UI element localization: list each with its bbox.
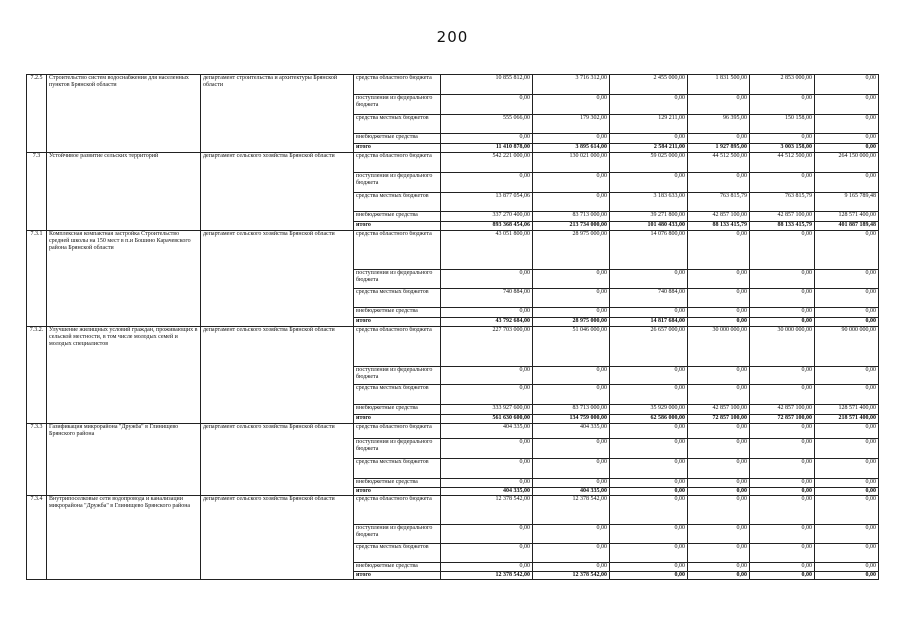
amount-cell: 0,00	[688, 385, 750, 405]
amount-cell: 51 046 000,00	[533, 327, 610, 367]
amount-cell: 213 734 000,00	[533, 222, 610, 231]
funding-source: итого	[354, 318, 441, 327]
amount-cell: 0,00	[815, 525, 879, 544]
amount-cell: 0,00	[441, 308, 533, 318]
amount-cell: 3 716 312,00	[533, 75, 610, 95]
amount-cell: 0,00	[815, 563, 879, 572]
amount-cell: 893 368 454,06	[441, 222, 533, 231]
amount-cell: 0,00	[750, 563, 815, 572]
amount-cell: 30 000 000,00	[688, 327, 750, 367]
amount-cell: 3 003 158,00	[750, 144, 815, 153]
amount-cell: 0,00	[533, 270, 610, 289]
amount-cell: 72 857 100,00	[688, 415, 750, 424]
table-row	[27, 496, 879, 525]
amount-cell: 0,00	[441, 385, 533, 405]
funding-source: итого	[354, 144, 441, 153]
amount-cell: 0,00	[750, 439, 815, 459]
responsible-department: департамент сельского хозяйства Брянской области	[201, 424, 354, 496]
amount-cell: 0,00	[533, 459, 610, 479]
amount-cell: 0,00	[610, 572, 688, 580]
funding-source: итого	[354, 222, 441, 231]
amount-cell: 0,00	[610, 173, 688, 193]
amount-cell: 0,00	[750, 318, 815, 327]
funding-source: поступления из федерального бюджета	[354, 173, 441, 193]
amount-cell: 0,00	[533, 385, 610, 405]
funding-source: итого	[354, 488, 441, 496]
amount-cell: 0,00	[815, 289, 879, 308]
amount-cell: 42 857 100,00	[688, 212, 750, 222]
amount-cell: 0,00	[533, 289, 610, 308]
amount-cell: 0,00	[750, 525, 815, 544]
amount-cell: 0,00	[610, 308, 688, 318]
funding-source: поступления из федерального бюджета	[354, 270, 441, 289]
amount-cell: 0,00	[610, 134, 688, 144]
amount-cell: 2 853 000,00	[750, 75, 815, 95]
amount-cell: 0,00	[750, 572, 815, 580]
funding-source: внебюджетные средства	[354, 308, 441, 318]
table-row	[27, 424, 879, 439]
amount-cell: 0,00	[610, 95, 688, 115]
amount-cell: 13 877 054,06	[441, 193, 533, 212]
amount-cell: 0,00	[688, 563, 750, 572]
amount-cell: 0,00	[815, 496, 879, 525]
amount-cell: 134 759 000,00	[533, 415, 610, 424]
amount-cell: 11 410 878,00	[441, 144, 533, 153]
amount-cell: 404 335,00	[533, 424, 610, 439]
amount-cell: 0,00	[815, 173, 879, 193]
amount-cell: 0,00	[688, 496, 750, 525]
amount-cell: 0,00	[815, 270, 879, 289]
amount-cell: 0,00	[610, 496, 688, 525]
amount-cell: 0,00	[750, 231, 815, 270]
amount-cell: 130 021 000,00	[533, 153, 610, 173]
funding-source: поступления из федерального бюджета	[354, 525, 441, 544]
amount-cell: 740 884,00	[610, 289, 688, 308]
amount-cell: 14 817 684,00	[610, 318, 688, 327]
amount-cell: 0,00	[688, 367, 750, 385]
amount-cell: 128 571 400,00	[815, 212, 879, 222]
amount-cell: 1 927 895,00	[688, 144, 750, 153]
amount-cell: 62 586 000,00	[610, 415, 688, 424]
amount-cell: 42 857 100,00	[750, 212, 815, 222]
amount-cell: 404 335,00	[441, 488, 533, 496]
amount-cell: 0,00	[815, 318, 879, 327]
amount-cell: 0,00	[750, 459, 815, 479]
amount-cell: 763 815,79	[750, 193, 815, 212]
amount-cell: 0,00	[688, 439, 750, 459]
amount-cell: 333 927 600,00	[441, 405, 533, 415]
amount-cell: 0,00	[533, 525, 610, 544]
amount-cell: 0,00	[610, 385, 688, 405]
amount-cell: 35 929 000,00	[610, 405, 688, 415]
amount-cell: 83 713 000,00	[533, 405, 610, 415]
amount-cell: 3 895 614,00	[533, 144, 610, 153]
amount-cell: 0,00	[610, 270, 688, 289]
amount-cell: 0,00	[688, 488, 750, 496]
item-name: Внутрипоселковые сети водопровода и канализации микрорайона "Дружба" в Глинищево Брянского района	[47, 496, 201, 580]
amount-cell: 59 025 000,00	[610, 153, 688, 173]
amount-cell: 28 975 000,00	[533, 231, 610, 270]
amount-cell: 0,00	[815, 439, 879, 459]
amount-cell: 0,00	[533, 479, 610, 488]
item-number: 7.3.1	[27, 231, 47, 327]
funding-source: средства местных бюджетов	[354, 289, 441, 308]
funding-source: итого	[354, 415, 441, 424]
funding-source: средства местных бюджетов	[354, 385, 441, 405]
amount-cell: 264 150 000,00	[815, 153, 879, 173]
amount-cell: 0,00	[533, 173, 610, 193]
amount-cell: 0,00	[688, 308, 750, 318]
amount-cell: 0,00	[815, 231, 879, 270]
funding-source: итого	[354, 572, 441, 580]
amount-cell: 0,00	[750, 95, 815, 115]
funding-source: средства местных бюджетов	[354, 544, 441, 563]
amount-cell: 96 395,00	[688, 115, 750, 134]
amount-cell: 43 051 800,00	[441, 231, 533, 270]
amount-cell: 337 270 400,00	[441, 212, 533, 222]
amount-cell: 0,00	[610, 544, 688, 563]
amount-cell: 0,00	[750, 134, 815, 144]
amount-cell: 90 000 000,00	[815, 327, 879, 367]
amount-cell: 0,00	[750, 173, 815, 193]
amount-cell: 30 000 000,00	[750, 327, 815, 367]
item-number: 7.3.4	[27, 496, 47, 580]
amount-cell: 218 571 400,00	[815, 415, 879, 424]
amount-cell: 0,00	[610, 424, 688, 439]
funding-source: внебюджетные средства	[354, 134, 441, 144]
amount-cell: 12 378 542,00	[441, 496, 533, 525]
amount-cell: 0,00	[750, 544, 815, 563]
amount-cell: 0,00	[750, 479, 815, 488]
amount-cell: 0,00	[533, 134, 610, 144]
amount-cell: 0,00	[815, 572, 879, 580]
amount-cell: 43 792 684,00	[441, 318, 533, 327]
funding-source: внебюджетные средства	[354, 563, 441, 572]
amount-cell: 0,00	[688, 95, 750, 115]
funding-source: средства областного бюджета	[354, 231, 441, 270]
amount-cell: 44 512 500,00	[688, 153, 750, 173]
amount-cell: 0,00	[815, 488, 879, 496]
amount-cell: 0,00	[688, 572, 750, 580]
amount-cell: 0,00	[610, 439, 688, 459]
amount-cell: 179 302,00	[533, 115, 610, 134]
amount-cell: 0,00	[815, 134, 879, 144]
amount-cell: 0,00	[533, 439, 610, 459]
amount-cell: 0,00	[533, 308, 610, 318]
amount-cell: 128 571 400,00	[815, 405, 879, 415]
amount-cell: 542 221 000,00	[441, 153, 533, 173]
amount-cell: 83 713 000,00	[533, 212, 610, 222]
amount-cell: 763 815,79	[688, 193, 750, 212]
responsible-department: департамент сельского хозяйства Брянской области	[201, 496, 354, 580]
amount-cell: 42 857 100,00	[688, 405, 750, 415]
item-number: 7.3.3	[27, 424, 47, 496]
amount-cell: 404 335,00	[441, 424, 533, 439]
amount-cell: 0,00	[441, 439, 533, 459]
amount-cell: 39 271 800,00	[610, 212, 688, 222]
table-row	[27, 231, 879, 270]
funding-source: внебюджетные средства	[354, 212, 441, 222]
amount-cell: 0,00	[815, 367, 879, 385]
amount-cell: 2 584 211,00	[610, 144, 688, 153]
funding-source: поступления из федерального бюджета	[354, 439, 441, 459]
amount-cell: 0,00	[815, 424, 879, 439]
amount-cell: 0,00	[610, 525, 688, 544]
item-number: 7.3.2.	[27, 327, 47, 424]
item-number: 7.2.5	[27, 75, 47, 153]
amount-cell: 0,00	[688, 231, 750, 270]
amount-cell: 0,00	[750, 424, 815, 439]
responsible-department: департамент строительства и архитектуры Брянской области	[201, 75, 354, 153]
amount-cell: 129 211,00	[610, 115, 688, 134]
amount-cell: 0,00	[688, 289, 750, 308]
amount-cell: 0,00	[441, 563, 533, 572]
page-number: 200	[436, 28, 469, 46]
amount-cell: 0,00	[688, 173, 750, 193]
amount-cell: 0,00	[441, 525, 533, 544]
amount-cell: 0,00	[815, 144, 879, 153]
responsible-department: департамент сельского хозяйства Брянской области	[201, 231, 354, 327]
amount-cell: 227 703 000,00	[441, 327, 533, 367]
funding-source: средства областного бюджета	[354, 75, 441, 95]
amount-cell: 0,00	[688, 544, 750, 563]
amount-cell: 42 857 100,00	[750, 405, 815, 415]
amount-cell: 0,00	[533, 544, 610, 563]
amount-cell: 0,00	[533, 95, 610, 115]
amount-cell: 12 378 542,00	[533, 496, 610, 525]
amount-cell: 28 975 000,00	[533, 318, 610, 327]
amount-cell: 0,00	[815, 308, 879, 318]
amount-cell: 0,00	[750, 308, 815, 318]
amount-cell: 101 480 433,00	[610, 222, 688, 231]
item-name: Газификация микрорайона "Дружба" в Глинищево Брянского района	[47, 424, 201, 496]
amount-cell: 0,00	[688, 270, 750, 289]
amount-cell: 0,00	[688, 318, 750, 327]
budget-table	[26, 74, 879, 580]
funding-source: средства областного бюджета	[354, 153, 441, 173]
item-name: Устойчивое развитие сельских территорий	[47, 153, 201, 231]
amount-cell: 0,00	[441, 479, 533, 488]
funding-source: поступления из федерального бюджета	[354, 95, 441, 115]
funding-source: средства областного бюджета	[354, 424, 441, 439]
amount-cell: 0,00	[441, 270, 533, 289]
amount-cell: 404 335,00	[533, 488, 610, 496]
amount-cell: 72 857 100,00	[750, 415, 815, 424]
funding-source: внебюджетные средства	[354, 405, 441, 415]
amount-cell: 0,00	[441, 95, 533, 115]
amount-cell: 0,00	[441, 367, 533, 385]
amount-cell: 0,00	[610, 479, 688, 488]
amount-cell: 88 133 415,79	[688, 222, 750, 231]
amount-cell: 0,00	[815, 115, 879, 134]
item-name: Улучшение жилищных условий граждан, проживающих в сельской местности, в том числе молодых семей и молодых специалистов	[47, 327, 201, 424]
amount-cell: 10 855 812,00	[441, 75, 533, 95]
amount-cell: 0,00	[688, 424, 750, 439]
table-body	[27, 75, 879, 580]
amount-cell: 561 630 600,00	[441, 415, 533, 424]
amount-cell: 0,00	[750, 289, 815, 308]
item-number: 7.3	[27, 153, 47, 231]
amount-cell: 12 378 542,00	[441, 572, 533, 580]
amount-cell: 0,00	[688, 134, 750, 144]
funding-source: поступления из федерального бюджета	[354, 367, 441, 385]
amount-cell: 0,00	[750, 385, 815, 405]
amount-cell: 0,00	[815, 385, 879, 405]
amount-cell: 0,00	[750, 496, 815, 525]
amount-cell: 0,00	[610, 459, 688, 479]
amount-cell: 0,00	[815, 544, 879, 563]
amount-cell: 9 165 789,48	[815, 193, 879, 212]
amount-cell: 0,00	[750, 488, 815, 496]
amount-cell: 0,00	[688, 459, 750, 479]
table-row	[27, 327, 879, 367]
funding-source: средства местных бюджетов	[354, 115, 441, 134]
amount-cell: 0,00	[815, 459, 879, 479]
amount-cell: 0,00	[610, 563, 688, 572]
amount-cell: 0,00	[610, 367, 688, 385]
amount-cell: 0,00	[533, 193, 610, 212]
funding-source: средства областного бюджета	[354, 327, 441, 367]
amount-cell: 0,00	[688, 525, 750, 544]
amount-cell: 26 657 000,00	[610, 327, 688, 367]
amount-cell: 0,00	[688, 479, 750, 488]
amount-cell: 401 887 189,48	[815, 222, 879, 231]
amount-cell: 555 066,00	[441, 115, 533, 134]
amount-cell: 0,00	[750, 367, 815, 385]
amount-cell: 0,00	[815, 75, 879, 95]
amount-cell: 0,00	[533, 563, 610, 572]
amount-cell: 0,00	[815, 95, 879, 115]
amount-cell: 3 183 633,00	[610, 193, 688, 212]
amount-cell: 0,00	[441, 459, 533, 479]
amount-cell: 0,00	[815, 479, 879, 488]
funding-source: внебюджетные средства	[354, 479, 441, 488]
funding-source: средства областного бюджета	[354, 496, 441, 525]
amount-cell: 14 076 800,00	[610, 231, 688, 270]
amount-cell: 0,00	[441, 173, 533, 193]
funding-source: средства местных бюджетов	[354, 459, 441, 479]
amount-cell: 12 378 542,00	[533, 572, 610, 580]
item-name: Строительство систем водоснабжения для населенных пунктов Брянской области	[47, 75, 201, 153]
funding-source: средства местных бюджетов	[354, 193, 441, 212]
amount-cell: 150 158,00	[750, 115, 815, 134]
amount-cell: 740 884,00	[441, 289, 533, 308]
amount-cell: 0,00	[441, 544, 533, 563]
amount-cell: 1 831 500,00	[688, 75, 750, 95]
responsible-department: департамент сельского хозяйства Брянской области	[201, 327, 354, 424]
amount-cell: 88 133 415,79	[750, 222, 815, 231]
amount-cell: 44 512 500,00	[750, 153, 815, 173]
item-name: Комплексная компактная застройка Строительство средней школы на 150 мест в п.и Бошино Карачевского района Брянской области	[47, 231, 201, 327]
amount-cell: 0,00	[441, 134, 533, 144]
amount-cell: 0,00	[533, 367, 610, 385]
table-row	[27, 153, 879, 173]
responsible-department: департамент сельского хозяйства Брянской области	[201, 153, 354, 231]
amount-cell: 0,00	[610, 488, 688, 496]
amount-cell: 0,00	[750, 270, 815, 289]
amount-cell: 2 455 000,00	[610, 75, 688, 95]
table-row	[27, 75, 879, 95]
